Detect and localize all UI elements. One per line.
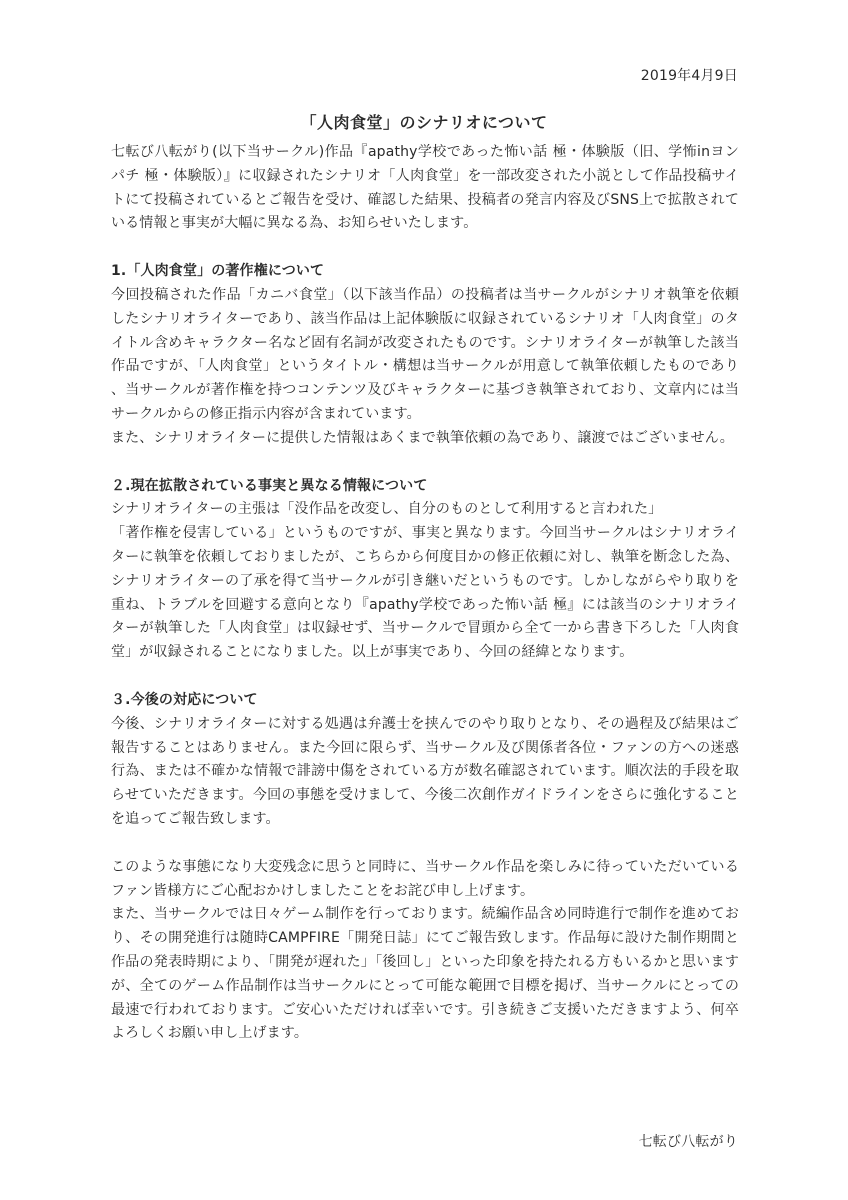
document-body: [111, 141, 739, 1046]
section-3-heading: ３.今後の対応について: [111, 691, 258, 708]
section-2-paragraph-1: 「著作権を侵害している」というものですが、事実と異なります。今回当サークルはシナリオライターに執筆を依頼しておりましたが、こちらから何度目かの修正依頼に対し、執筆を断念した為、シナリオライターの了承を得て当サークルが引き継いだというものです。しかしながらやり取りを重ね、トラブルを回避する意向となり『apathy学校であった怖い話 極』には該当のシナリオライターが執筆した「人肉食堂」は収録せず、当サークルで冒頭から全て一から書き下ろした「人肉食堂」が収録されることになりました。以上が事実であり、今回の経緯となります。: [111, 525, 739, 661]
spacer: [111, 832, 739, 856]
intro-paragraph: 七転び八転がり(以下当サークル)作品『apathy学校であった怖い話 極・体験版（旧、学怖inヨンパチ 極・体験版）』に収録されたシナリオ「人肉食堂」を一部改変された小説として作品投稿サイトにて投稿されているとご報告を受け、確認した結果、投稿者の発言内容及びSNS上で拡散されている情報と事実が大幅に異なる為、お知らせいたします。: [111, 144, 739, 232]
section-2-line-1: シナリオライターの主張は「没作品を改変し、自分のものとして利用すると言われた」: [111, 501, 663, 518]
closing-paragraph-2: また、当サークルでは日々ゲーム制作を行っております。続編作品含め同時進行で制作を進めており、その開発進行は随時CAMPFIRE「開発日誌」にてご報告致します。作品毎に設けた制作期間と作品の発表時期により、「開発が遅れた」「後回し」といった印象を持たれる方もいるかと思いますが、全てのゲーム作品制作は当サークルにとって可能な範囲で目標を掲げ、当サークルにとっての最速で行われております。ご安心いただければ幸いです。引き続きご支援いただきますよう、何卒よろしくお願い申し上げます。: [111, 906, 739, 1042]
spacer: [111, 451, 739, 475]
section-1-paragraph-1: 今回投稿された作品「カニバ食堂」（以下該当作品）の投稿者は当サークルがシナリオ執筆を依頼したシナリオライターであり、該当作品は上記体験版に収録されているシナリオ「人肉食堂」のタイトル含めキャラクター名など固有名詞が改変されたものです。シナリオライターが執筆した該当作品ですが、「人肉食堂」というタイトル・構想は当サークルが用意して執筆依頼したものであり、当サークルが著作権を持つコンテンツ及びキャラクターに基づき執筆されており、文章内には当サークルからの修正指示内容が含まれています。: [111, 286, 739, 422]
document-title: 「人肉食堂」のシナリオについて: [300, 113, 548, 132]
spacer: [111, 236, 739, 260]
section-2-heading: ２.現在拡散されている事実と異なる情報について: [111, 477, 428, 494]
section-3-paragraph-1: 今後、シナリオライターに対する処遇は弁護士を挟んでのやり取りとなり、その過程及び結果はご報告することはありません。また今回に限らず、当サークル及び関係者各位・ファンの方への迷惑行為、または不確かな情報で誹謗中傷をされている方が数名確認されています。順次法的手段を取らせていただきます。今回の事態を受けまして、今後二次創作ガイドラインをさらに強化することを追ってご報告致します。: [111, 715, 739, 827]
document-signature: 七転び八転がり: [638, 1134, 738, 1150]
document-date: 2019年4月9日: [640, 68, 738, 84]
closing-paragraph-1: このような事態になり大変残念に思うと同時に、当サークル作品を楽しみに待っていただいているファン皆様方にご心配おかけしましたことをお詫び申し上げます。: [111, 858, 739, 899]
spacer: [111, 665, 739, 689]
section-1-heading: 1.「人肉食堂」の著作権について: [111, 263, 325, 280]
section-1-paragraph-2: また、シナリオライターに提供した情報はあくまで執筆依頼の為であり、譲渡ではございません。: [111, 429, 734, 446]
